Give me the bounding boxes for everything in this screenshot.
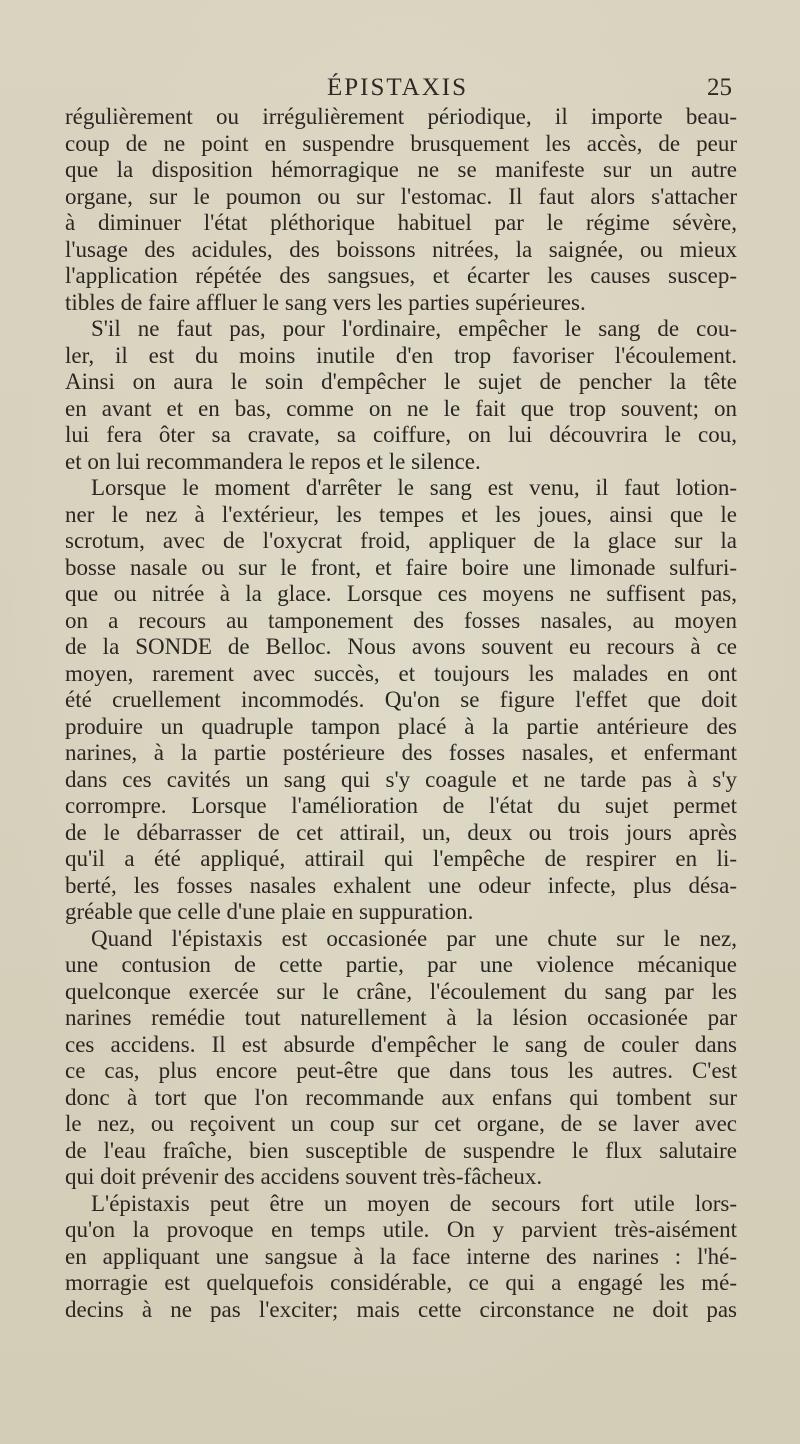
text-line: qu'on la provoque en temps utile. On y parvient très-aisément bbox=[65, 1217, 737, 1242]
text-line: qui doit prévenir des accidens souvent très-fâcheux. bbox=[65, 1164, 543, 1189]
text-line: quelconque exercée sur le crâne, l'écoulement du sang par les bbox=[65, 978, 737, 1004]
text-line: ce cas, plus encore peut-être que dans tous les autres. C'est bbox=[65, 1058, 737, 1083]
text-line: en avant et en bas, comme on ne le fait que trop souvent; on bbox=[65, 395, 737, 421]
text-line: qu'il a été appliqué, attirail qui l'empêche de respirer en li- bbox=[65, 846, 737, 871]
text-line: régulièrement ou irrégulièrement périodique, il importe beau- bbox=[65, 104, 737, 129]
text-line: narines, à la partie postérieure des fosses nasales, et enfermant bbox=[65, 740, 737, 765]
text-line: de la SONDE de Belloc. Nous avons souvent eu recours à ce bbox=[65, 634, 737, 659]
text-line: le nez, ou reçoivent un coup sur cet organe, de se laver avec bbox=[65, 1111, 737, 1136]
text-line: produire un quadruple tampon placé à la partie antérieure des bbox=[65, 713, 737, 739]
text-line: narines remédie tout naturellement à la lésion occasionée par bbox=[65, 1005, 737, 1030]
text-line: L'épistaxis peut être un moyen de secours fort utile lors- bbox=[91, 1190, 737, 1216]
text-line: que ou nitrée à la glace. Lorsque ces moyens ne suffisent pas, bbox=[65, 581, 737, 606]
text-line: decins à ne pas l'exciter; mais cette circonstance ne doit pas bbox=[65, 1296, 737, 1322]
text-line: scrotum, avec de l'oxycrat froid, appliquer de la glace sur la bbox=[65, 528, 737, 553]
text-line: corrompre. Lorsque l'amélioration de l'état du sujet permet bbox=[65, 793, 737, 818]
text-line: en appliquant une sangsue à la face interne des narines : l'hé- bbox=[65, 1243, 737, 1269]
text-line: et on lui recommandera le repos et le silence. bbox=[65, 448, 481, 474]
text-line: donc à tort que l'on recommande aux enfans qui tombent sur bbox=[65, 1084, 737, 1110]
text-line: morragie est quelquefois considérable, ce qui a engagé les mé- bbox=[65, 1270, 737, 1295]
text-line: moyen, rarement avec succès, et toujours les malades en ont bbox=[65, 660, 737, 686]
text-line: l'usage des acidules, des boissons nitrées, la saignée, ou mieux bbox=[65, 236, 737, 262]
text-line: de le débarrasser de cet attirail, un, deux ou trois jours après bbox=[65, 819, 737, 845]
page-header bbox=[0, 74, 800, 108]
text-line: organe, sur le poumon ou sur l'estomac. Il faut alors s'attacher bbox=[65, 183, 737, 209]
text-line: lui fera ôter sa cravate, sa coiffure, on lui découvrira le cou, bbox=[65, 422, 737, 447]
text-line: l'application répétée des sangsues, et écarter les causes suscep- bbox=[65, 263, 737, 288]
text-line: tibles de faire affluer le sang vers les parties supérieures. bbox=[65, 289, 586, 315]
text-line: Quand l'épistaxis est occasionée par une chute sur le nez, bbox=[91, 925, 737, 951]
text-line: que la disposition hémorragique ne se manifeste sur un autre bbox=[65, 157, 737, 182]
text-line: berté, les fosses nasales exhalent une odeur infecte, plus désa- bbox=[65, 872, 737, 898]
page-number: 25 bbox=[707, 74, 732, 101]
text-line: ces accidens. Il est absurde d'empêcher le sang de couler dans bbox=[65, 1031, 737, 1057]
running-title: ÉPISTAXIS bbox=[327, 74, 469, 101]
text-line: à diminuer l'état pléthorique habituel par le régime sévère, bbox=[65, 210, 737, 235]
text-line: coup de ne point en suspendre brusquement les accès, de peur bbox=[65, 130, 737, 156]
text-line: ner le nez à l'extérieur, les tempes et les joues, ainsi que le bbox=[65, 501, 737, 527]
text-line: été cruellement incommodés. Qu'on se figure l'effet que doit bbox=[65, 687, 737, 712]
body-text bbox=[65, 104, 737, 1323]
text-line: Ainsi on aura le soin d'empêcher le sujet de pencher la tête bbox=[65, 369, 737, 394]
text-line: bosse nasale ou sur le front, et faire boire une limonade sulfuri- bbox=[65, 554, 737, 580]
text-line: S'il ne faut pas, pour l'ordinaire, empêcher le sang de cou- bbox=[91, 316, 737, 341]
text-line: dans ces cavités un sang qui s'y coagule et ne tarde pas à s'y bbox=[65, 766, 737, 792]
text-line: gréable que celle d'une plaie en suppuration. bbox=[65, 899, 474, 924]
text-line: de l'eau fraîche, bien susceptible de suspendre le flux salutaire bbox=[65, 1137, 737, 1163]
text-line: ler, il est du moins inutile d'en trop favoriser l'écoulement. bbox=[65, 342, 737, 368]
text-line: on a recours au tamponement des fosses nasales, au moyen bbox=[65, 607, 737, 633]
text-line: une contusion de cette partie, par une violence mécanique bbox=[65, 952, 737, 977]
text-line: Lorsque le moment d'arrêter le sang est venu, il faut lotion- bbox=[91, 475, 737, 500]
